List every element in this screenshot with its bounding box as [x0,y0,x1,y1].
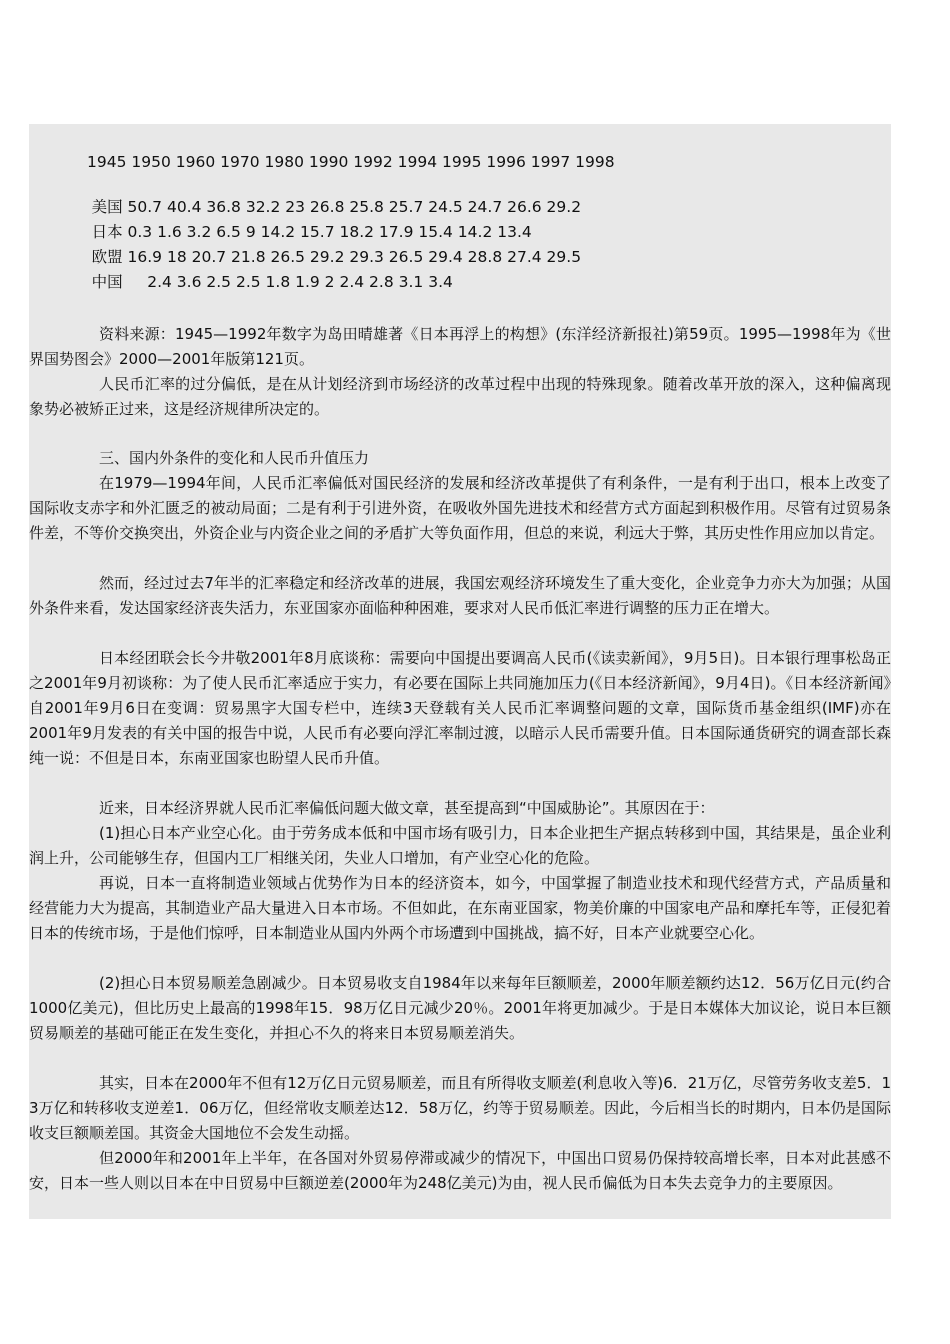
paragraph: 但2000年和2001年上半年，在各国对外贸易停滞或减少的情况下，中国出口贸易仍保持较高增长率，日本对此甚感不安，日本一些人则以日本在中日贸易中巨额逆差(2000年为248亿美元)为由，视人民币偏低为日本失去竞争力的主要原因。 [29,1149,891,1192]
paragraph: 近来，日本经济界就人民币汇率偏低问题大做文章，甚至提高到“中国威胁论”。其原因在于： [99,799,715,817]
paragraph: 然而，经过过去7年半的汇率稳定和经济改革的进展，我国宏观经济环境发生了重大变化，企业竞争力亦大为加强；从国外条件来看，发达国家经济丧失活力，东亚国家亦面临种种困难，要求对人民币低汇率进行调整的压力正在增大。 [29,574,891,617]
section-heading: 三、国内外条件的变化和人民币升值压力 [99,449,370,467]
row-label: 美国 [91,198,123,216]
row-values: 16.9 18 20.7 21.8 26.5 29.2 29.3 26.5 29.4 28.8 27.4 29.5 [127,248,582,266]
paragraph: 人民币汇率的过分偏低，是在从计划经济到市场经济的改革过程中出现的特殊现象。随着改革开放的深入，这种偏离现象势必被矫正过来，这是经济规律所决定的。 [29,375,891,418]
row-values: 2.4 3.6 2.5 2.5 1.8 1.9 2 2.4 2.8 3.1 3.4 [127,273,453,291]
paragraph: 其实，日本在2000年不但有12万亿日元贸易顺差，而且有所得收支顺差(利息收入等)6．21万亿，尽管劳务收支差5．13万亿和转移收支逆差1．06万亿，但经常收支顺差达12．58万亿，约等于贸易顺差。因此，今后相当长的时期内，日本仍是国际收支巨额顺差国。其资金大国地位不会发生动摇。 [29,1074,891,1142]
row-values: 50.7 40.4 36.8 32.2 23 26.8 25.8 25.7 24.5 24.7 26.6 29.2 [127,198,582,216]
table-row [62,252,453,312]
document-page [29,124,922,1219]
paragraph: 在1979—1994年间，人民币汇率偏低对国民经济的发展和经济改革提供了有利条件，一是有利于出口，根本上改变了国际收支赤字和外汇匮乏的被动局面；二是有利于引进外资，在吸收外国先进技术和经营方式方面起到积极作用。尽管有过贸易条件差，不等价交换突出，外资企业与内资企业之间的矛盾扩大等负面作用，但总的来说，利远大于弊，其历史性作用应加以肯定。 [29,474,891,542]
paragraph: (1)担心日本产业空心化。由于劳务成本低和中国市场有吸引力，日本企业把生产据点转移到中国，其结果是，虽企业利润上升，公司能够生存，但国内工厂相继关闭，失业人口增加，有产业空心化的危险。 [29,824,891,867]
source-note: 资料来源：1945—1992年数字为岛田晴雄著《日本再浮上的构想》(东洋经济新报社)第59页。1995—1998年为《世界国势图会》2000—2001年版第121页。 [29,325,891,368]
row-label: 欧盟 [91,248,123,266]
paragraph: 再说，日本一直将制造业领域占优势作为日本的经济资本，如今，中国掌握了制造业技术和现代经营方式，产品质量和经营能力大为提高，其制造业产品大量进入日本市场。不但如此，在东南亚国家，物美价廉的中国家电产品和摩托车等，正侵犯着日本的传统市场，于是他们惊呼，日本制造业从国内外两个市场遭到中国挑战，搞不好，日本产业就要空心化。 [29,874,891,942]
row-label: 中国 [91,273,123,291]
row-values: 0.3 1.6 3.2 6.5 9 14.2 15.7 18.2 17.9 15.4 14.2 13.4 [127,223,532,241]
row-label: 日本 [91,223,123,241]
paragraph: (2)担心日本贸易顺差急剧减少。日本贸易收支自1984年以来每年巨额顺差，2000年顺差额约达12．56万亿日元(约合1000亿美元)，但比历史上最高的1998年15．98万亿日元减少20％。2001年将更加减少。于是日本媒体大加议论，说日本巨额贸易顺差的基础可能正在发生变化，并担心不久的将来日本贸易顺差消失。 [29,974,891,1042]
paragraph: 日本经团联会长今井敬2001年8月底谈称：需要向中国提出要调高人民币(《读卖新闻》，9月5日)。日本银行理事松岛正之2001年9月初谈称：为了使人民币汇率适应于实力，有必要在国际上共同施加压力(《日本经济新闻》，9月4日)。《日本经济新闻》自2001年9月6日在变调：贸易黑字大国专栏中，连续3天登载有关人民币汇率调整问题的文章，国际货币基金组织(IMF)亦在 2001年9月发表的有关中国的报告中说，人民币有必要向浮汇率制过渡，以暗示人民币需要升值。日本国际通货研究的调查部长森纯一说：不但是日本，东南亚国家也盼望人民币升值。 [29,649,922,767]
table-header: 1945 1950 1960 1970 1980 1990 1992 1994 1995 1996 1997 1998 [87,153,615,171]
